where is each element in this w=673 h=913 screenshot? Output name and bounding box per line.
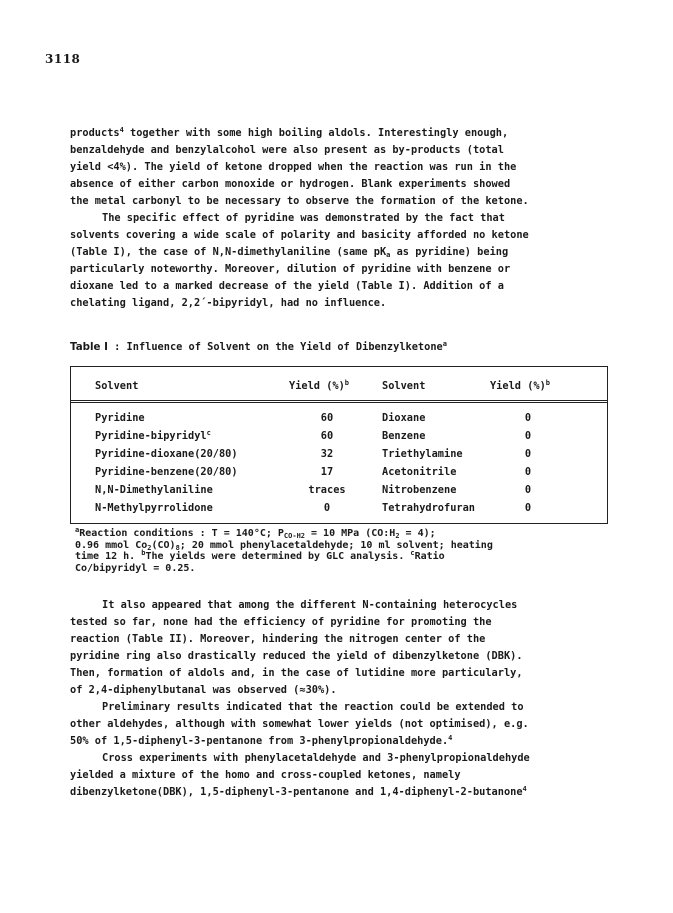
cell-yield: 60 bbox=[320, 430, 334, 442]
header-solvent-2: Solvent bbox=[382, 380, 426, 392]
table-caption-footnote-mark: a bbox=[442, 340, 447, 348]
cell-yield: 0 bbox=[524, 430, 532, 442]
header-solvent-1: Solvent bbox=[95, 380, 139, 392]
body-paragraph-2 bbox=[70, 597, 600, 801]
text-line: dioxane led to a marked decrease of the yield (Table I). Addition of a bbox=[70, 280, 504, 292]
text-line: The specific effect of pyridine was demonstrated by the fact that bbox=[102, 212, 505, 224]
cell-yield: 0 bbox=[524, 448, 532, 460]
text-line: Cross experiments with phenylacetaldehyde and 3-phenylpropionaldehyde bbox=[102, 752, 530, 764]
cell-solvent: N,N-Dimethylaniline bbox=[95, 484, 213, 496]
cell-solvent: Triethylamine bbox=[382, 448, 463, 460]
cell-yield: traces bbox=[308, 484, 346, 496]
footnote-line: time 12 h. $^b$The yields were determined by GLC analysis. $^c$Ratio bbox=[75, 549, 445, 562]
cell-yield: 0 bbox=[524, 484, 532, 496]
cell-yield: 60 bbox=[320, 412, 334, 424]
header-rule-double bbox=[71, 402, 607, 403]
text-line: Then, formation of aldols and, in the case of lutidine more particularly, bbox=[70, 667, 523, 679]
text-line: yielded a mixture of the homo and cross-coupled ketones, namely bbox=[70, 769, 461, 781]
text-line: chelating ligand, 2,2´-bipyridyl, had no influence. bbox=[70, 297, 387, 309]
text-line: of 2,4-diphenylbutanal was observed (≈30%). bbox=[70, 684, 337, 696]
text-line: pyridine ring also drastically reduced the yield of dibenzylketone (DBK). bbox=[70, 650, 523, 662]
cell-solvent: Pyridine-dioxane(20/80) bbox=[95, 448, 238, 460]
text-line: yield <4%). The yield of ketone dropped when the reaction was run in the bbox=[70, 161, 517, 173]
cell-yield: 0 bbox=[524, 466, 532, 478]
text-line: absence of either carbon monoxide or hydrogen. Blank experiments showed bbox=[70, 178, 511, 190]
cell-solvent: Nitrobenzene bbox=[382, 484, 457, 496]
text-line: dibenzylketone(DBK), 1,5-diphenyl-3-pentanone and 1,4-diphenyl-2-butanone$^4$ bbox=[70, 785, 527, 798]
header-yield-1: Yield (%)$^b$ bbox=[289, 379, 350, 392]
cell-yield: 0 bbox=[524, 412, 532, 424]
text-line: particularly noteworthy. Moreover, dilution of pyridine with benzene or bbox=[70, 263, 511, 275]
cell-yield: 0 bbox=[323, 502, 331, 514]
cell-solvent: Pyridine-benzene(20/80) bbox=[95, 466, 238, 478]
text-line: reaction (Table II). Moreover, hindering the nitrogen center of the bbox=[70, 633, 486, 645]
cell-yield: 17 bbox=[320, 466, 334, 478]
footnote-line: 0.96 mmol $Co_2(CO)_8$; 20 mmol phenylacetaldehyde; 10 ml solvent; heating bbox=[75, 539, 493, 552]
text-line: other aldehydes, although with somewhat lower yields (not optimised), e.g. bbox=[70, 718, 529, 730]
text-line: It also appeared that among the different N-containing heterocycles bbox=[102, 599, 518, 611]
footnote-line: $^a$Reaction conditions : T = 140°C; $P_{CO-H2} = 10$ MPa $(CO:H_2 = 4)$; bbox=[75, 526, 436, 540]
text-line: products$^4$ together with some high boiling aldols. Interestingly enough, bbox=[70, 126, 509, 139]
text-line: benzaldehyde and benzylalcohol were also present as by-products (total bbox=[70, 144, 504, 156]
text-line: 50% of 1,5-diphenyl-3-pentanone from 3-phenylpropionaldehyde.$^4$ bbox=[70, 734, 453, 747]
table-caption bbox=[70, 341, 447, 353]
body-paragraph-1 bbox=[70, 125, 600, 312]
cell-solvent: Acetonitrile bbox=[382, 466, 457, 478]
text-line: the metal carbonyl to be necessary to observe the formation of the ketone. bbox=[70, 195, 529, 207]
footnote-line: Co/bipyridyl = 0.25. bbox=[75, 562, 196, 574]
text-line: tested so far, none had the efficiency of pyridine for promoting the bbox=[70, 616, 492, 628]
text-line: solvents covering a wide scale of polarity and basicity afforded no ketone bbox=[70, 229, 529, 241]
cell-solvent: Pyridine-bipyridyl$^c$ bbox=[95, 429, 211, 442]
text-line: (Table I), the case of N,N-dimethylaniline (same $pK_a$ as pyridine) being bbox=[70, 246, 509, 259]
cell-solvent: N-Methylpyrrolidone bbox=[95, 502, 213, 514]
cell-yield: 0 bbox=[524, 502, 532, 514]
table-caption-text: : Influence of Solvent on the Yield of Dibenzylketone bbox=[107, 341, 443, 353]
cell-solvent: Dioxane bbox=[382, 412, 426, 424]
header-yield-2: Yield (%)$^b$ bbox=[490, 379, 551, 392]
cell-solvent: Benzene bbox=[382, 430, 426, 442]
table-label: Table I bbox=[70, 341, 108, 353]
cell-yield: 32 bbox=[320, 448, 334, 460]
text-line: Preliminary results indicated that the reaction could be extended to bbox=[102, 701, 524, 713]
table-footnote bbox=[75, 528, 595, 574]
solvent-yield-table bbox=[70, 366, 608, 524]
header-rule bbox=[71, 400, 607, 401]
page-number: 3118 bbox=[45, 52, 81, 66]
cell-solvent: Pyridine bbox=[95, 412, 145, 424]
cell-solvent: Tetrahydrofuran bbox=[382, 502, 475, 514]
